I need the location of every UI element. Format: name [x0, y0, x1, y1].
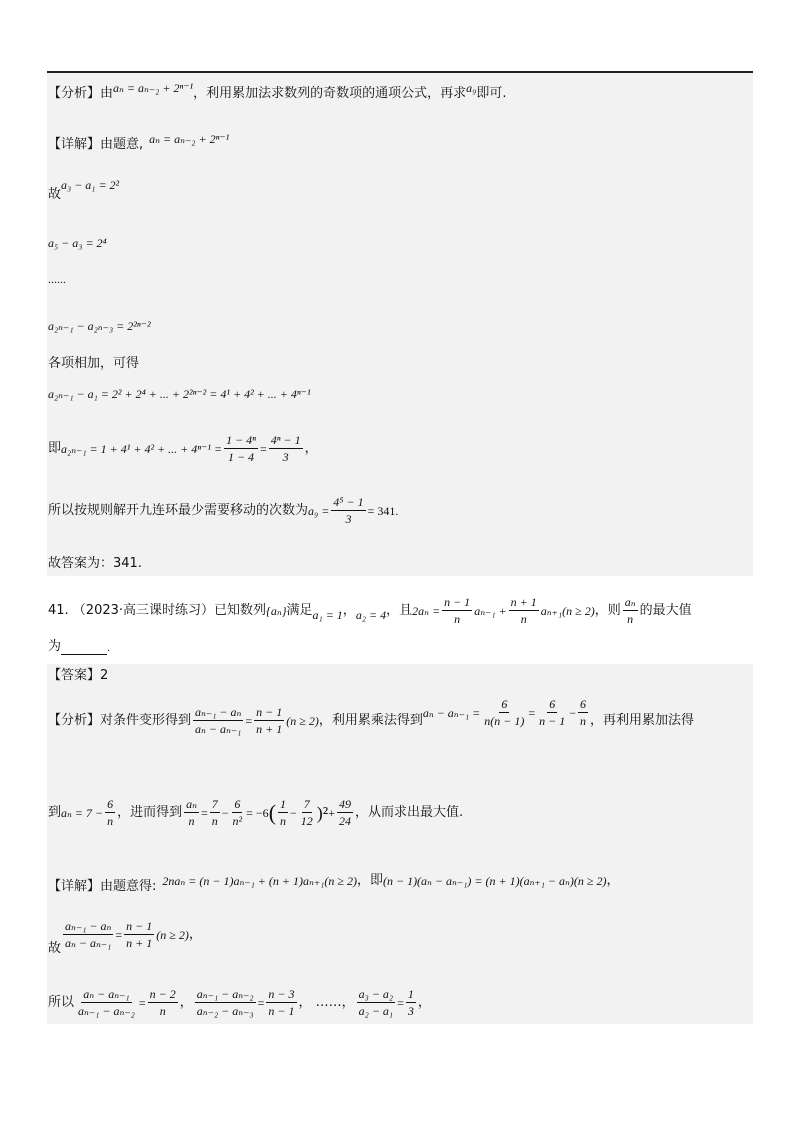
gu-word: 故 — [48, 940, 62, 956]
fraction-num: n − 2 — [149, 987, 176, 1001]
analysis-text: 到 — [48, 804, 62, 820]
answer-line-2 — [48, 667, 108, 685]
eq-a5-a3-line — [48, 234, 107, 252]
fraction — [537, 696, 567, 729]
minus: − — [290, 805, 297, 820]
dots-line — [48, 270, 66, 288]
punct: ， — [304, 440, 318, 456]
plus: + — [328, 805, 335, 820]
question-text: 的最大值 — [639, 602, 692, 618]
fraction-den: n − 1 — [539, 714, 566, 728]
fraction-den: n — [107, 814, 114, 828]
fraction-den: 3 — [407, 1004, 414, 1018]
eq-a5-a3: a₅ − a₃ = 2⁴ — [48, 236, 107, 250]
analysis-text: ，再利用累加法得 — [590, 712, 695, 728]
question-text: 满足 — [286, 602, 313, 618]
recurrence-tail: aₙ₊₁(n ≥ 2) — [540, 603, 595, 618]
fraction-den: aₙ − aₙ₋₁ — [65, 936, 112, 950]
paren: ( — [268, 799, 277, 825]
fraction — [195, 986, 256, 1019]
eq-sum-line — [48, 385, 311, 403]
detail-text: 所以 — [48, 994, 75, 1010]
fraction — [148, 986, 178, 1019]
analysis-1-line — [48, 81, 507, 103]
fraction-den: n — [520, 612, 527, 626]
fraction-num: 6 — [501, 697, 508, 711]
question-text: ，且 — [386, 602, 413, 618]
fraction — [269, 432, 303, 465]
fraction-den: n — [454, 612, 461, 626]
punct: . — [395, 503, 399, 518]
analysis-label: 【分析】由 — [48, 86, 114, 101]
fraction — [105, 796, 115, 829]
fraction — [224, 432, 258, 465]
eq-a3-a1: a₃ − a₁ = 2² — [61, 178, 120, 192]
detail-label: 【详解】由题意, — [48, 137, 144, 152]
fraction-den: 24 — [338, 814, 351, 828]
condition: (n ≥ 2) — [286, 713, 319, 728]
fraction-den: n — [211, 814, 218, 828]
an-formula: aₙ = 7 − — [61, 805, 104, 820]
detail-2-line1 — [48, 872, 620, 894]
fraction-den: n − 1 — [268, 1004, 295, 1018]
analysis-end: 即可. — [476, 86, 507, 101]
fraction-den: n(n − 1) — [484, 714, 525, 728]
fraction — [193, 704, 243, 737]
detail-text: ，即 — [356, 873, 383, 888]
fraction-num: 4⁵ − 1 — [333, 495, 364, 509]
punct: ， — [179, 994, 193, 1010]
equals: = — [200, 805, 208, 820]
fraction-den: 3 — [282, 450, 289, 464]
fraction-num: n − 1 — [126, 919, 153, 933]
condition-a2: a₂ = 4 — [355, 607, 387, 622]
fraction-den: n — [280, 814, 287, 828]
analysis-text: ，利用累加法求数列的奇数项的通项公式，再求 — [193, 86, 467, 101]
gu-word: 故 — [48, 187, 62, 202]
fraction — [231, 796, 245, 829]
ellipsis: ...... — [48, 272, 66, 286]
detail-equation: (n − 1)(aₙ − aₙ₋₁) = (n + 1)(aₙ₊₁ − aₙ)(n ≥ 2) — [382, 874, 607, 888]
fraction — [210, 796, 220, 829]
closed-lhs: a₂ₙ₋₁ = 1 + 4¹ + 4² + ... + 4ⁿ⁻¹ = — [61, 441, 223, 456]
fraction-den: n — [627, 612, 634, 626]
equals: = −6 — [246, 805, 269, 820]
fraction-num: aₙ₋₁ − aₙ — [65, 919, 112, 933]
detail-label: 【详解】由题意得: — [48, 879, 157, 894]
eq-general: a₂ₙ₋₁ − a₂ₙ₋₃ = 2²ⁿ⁻² — [48, 319, 151, 333]
fraction-den: n — [580, 714, 587, 728]
detail-gu-line — [48, 178, 120, 202]
fraction — [278, 796, 288, 829]
fraction — [76, 986, 137, 1019]
fraction — [578, 696, 588, 729]
sum-text: 各项相加，可得 — [48, 356, 140, 371]
fraction-num: 4ⁿ − 1 — [270, 433, 301, 447]
fraction-num: aₙ — [186, 797, 197, 811]
fraction — [337, 796, 353, 829]
fraction-num: 6 — [549, 697, 556, 711]
equals: = — [115, 927, 123, 942]
fraction-num: aₙ − aₙ₋₁ — [83, 987, 130, 1001]
fraction — [254, 704, 284, 737]
fraction-den: n — [159, 1004, 166, 1018]
fraction-den: 12 — [300, 814, 313, 828]
fraction-num: 7 — [211, 797, 218, 811]
detail-2-line2 — [48, 918, 202, 956]
recurrence-mid: aₙ₋₁ + — [474, 603, 507, 618]
detail-equation: 2naₙ = (n − 1)aₙ₋₁ + (n + 1)aₙ₊₁(n ≥ 2) — [162, 874, 357, 888]
fraction-num: 1 — [407, 987, 414, 1001]
answer-text-1: 故答案为：341. — [48, 556, 142, 571]
fraction-den: aₙ₋₂ − aₙ₋₃ — [196, 1004, 254, 1018]
a9-lhs: a₉ = — [308, 503, 330, 518]
fraction-num: n − 3 — [268, 987, 295, 1001]
conclusion-line — [48, 494, 398, 527]
fraction-num: 49 — [338, 797, 351, 811]
fraction-den: n² — [232, 814, 243, 828]
fraction — [331, 494, 365, 527]
punct: ， — [417, 994, 431, 1010]
ji-word: 即 — [48, 440, 62, 456]
fraction-den: n + 1 — [126, 936, 153, 950]
fraction — [623, 594, 638, 627]
fraction-num: aₙ₋₁ − aₙ₋₂ — [196, 987, 254, 1001]
fraction-den: aₙ − aₙ₋₁ — [195, 722, 242, 736]
fraction-num: 6 — [107, 797, 114, 811]
fraction-num: n − 1 — [444, 595, 471, 609]
question-prefix: 41. （2023·高三课时练习）已知数列 — [48, 602, 267, 618]
equals: = — [528, 705, 536, 720]
condition: (n ≥ 2) — [156, 927, 189, 942]
answer-blank — [61, 640, 107, 655]
question-41-line2 — [48, 638, 110, 656]
fraction — [482, 696, 526, 729]
fraction — [124, 918, 154, 951]
answer-line-1 — [48, 555, 142, 573]
answer-text-2: 【答案】2 — [48, 668, 109, 683]
fraction-den: a₂ − a₁ — [358, 1004, 394, 1018]
fraction-num: 6 — [234, 797, 241, 811]
detail-1-line — [48, 132, 230, 154]
fraction — [299, 796, 315, 829]
analysis-2-line1 — [48, 697, 695, 737]
target-term: a₉ — [466, 81, 477, 95]
fraction-num: n + 1 — [510, 595, 537, 609]
question-text: 为 — [48, 639, 62, 654]
fraction-num: aₙ — [624, 595, 636, 609]
fraction — [184, 796, 199, 829]
a9-value: = 341 — [367, 503, 396, 518]
fraction-num: 1 — [280, 797, 287, 811]
punct: ， — [188, 926, 202, 942]
fraction — [406, 986, 416, 1019]
fraction-den: n — [188, 814, 195, 828]
paren: )² — [316, 802, 329, 823]
recurrence-lhs: 2aₙ = — [412, 603, 441, 618]
fraction-den: 3 — [345, 512, 352, 526]
punct: . — [107, 640, 111, 654]
punct: ， ……， — [298, 994, 355, 1010]
fraction-num: 6 — [580, 697, 587, 711]
fraction — [266, 986, 296, 1019]
fraction — [442, 594, 472, 627]
equals: = — [138, 995, 146, 1010]
analysis-2-line2 — [48, 796, 463, 829]
equals: = — [397, 995, 404, 1010]
question-text: ，则 — [594, 602, 621, 618]
analysis-text: ，从而求出最大值. — [354, 804, 464, 820]
fraction-num: 7 — [303, 797, 310, 811]
analysis-text: ，进而得到 — [117, 804, 183, 820]
eq-closed-line: 即 a₂ₙ₋₁ = 1 + 4¹ + 4² + ... + 4ⁿ⁻¹ = $\frac{\text{1 − 4ⁿ}}{1 - 4}$ = $\frac{\text{4ⁿ − 1}}{3}$ ， — [48, 433, 318, 464]
minus: − — [569, 705, 577, 720]
analysis-text: ，利用累乘法得到 — [318, 712, 423, 728]
sum-text-line — [48, 355, 139, 373]
fraction-den: aₙ₋₁ − aₙ₋₂ — [78, 1004, 135, 1018]
fraction — [509, 594, 539, 627]
detail-2-line3 — [48, 986, 431, 1019]
fraction-den: 1 − 4 — [227, 450, 255, 464]
fraction — [63, 918, 113, 951]
detail-formula: aₙ = aₙ₋₂ + 2ⁿ⁻¹ — [149, 132, 230, 146]
fraction-num: aₙ₋₁ − aₙ — [195, 705, 242, 719]
difference-lhs: aₙ − aₙ₋₁ = — [422, 705, 481, 720]
condition-a1: a₁ = 1 — [312, 607, 343, 622]
question-text: ， — [342, 602, 356, 618]
conclusion-text: 所以按规则解开九连环最少需要移动的次数为 — [48, 502, 309, 518]
eq-sum: a₂ₙ₋₁ − a₁ = 2² + 2⁴ + ... + 2²ⁿ⁻² = 4¹ + 4² + ... + 4ⁿ⁻¹ — [48, 387, 311, 401]
fraction-num: 1 − 4ⁿ — [226, 433, 256, 447]
fraction-num: n − 1 — [256, 705, 283, 719]
fraction-den: n + 1 — [256, 722, 283, 736]
fraction-num: a₃ − a₂ — [358, 987, 394, 1001]
fraction — [357, 986, 395, 1019]
eq-general-line — [48, 317, 151, 335]
question-41 — [48, 594, 692, 627]
minus: − — [221, 805, 229, 820]
equals: = — [257, 995, 265, 1010]
analysis-label: 【分析】对条件变形得到 — [48, 712, 192, 728]
equals: = — [245, 713, 253, 728]
sequence-symbol: {aₙ} — [266, 603, 287, 618]
punct: ， — [606, 873, 620, 888]
recurrence-formula: aₙ = aₙ₋₂ + 2ⁿ⁻¹ — [113, 81, 194, 95]
